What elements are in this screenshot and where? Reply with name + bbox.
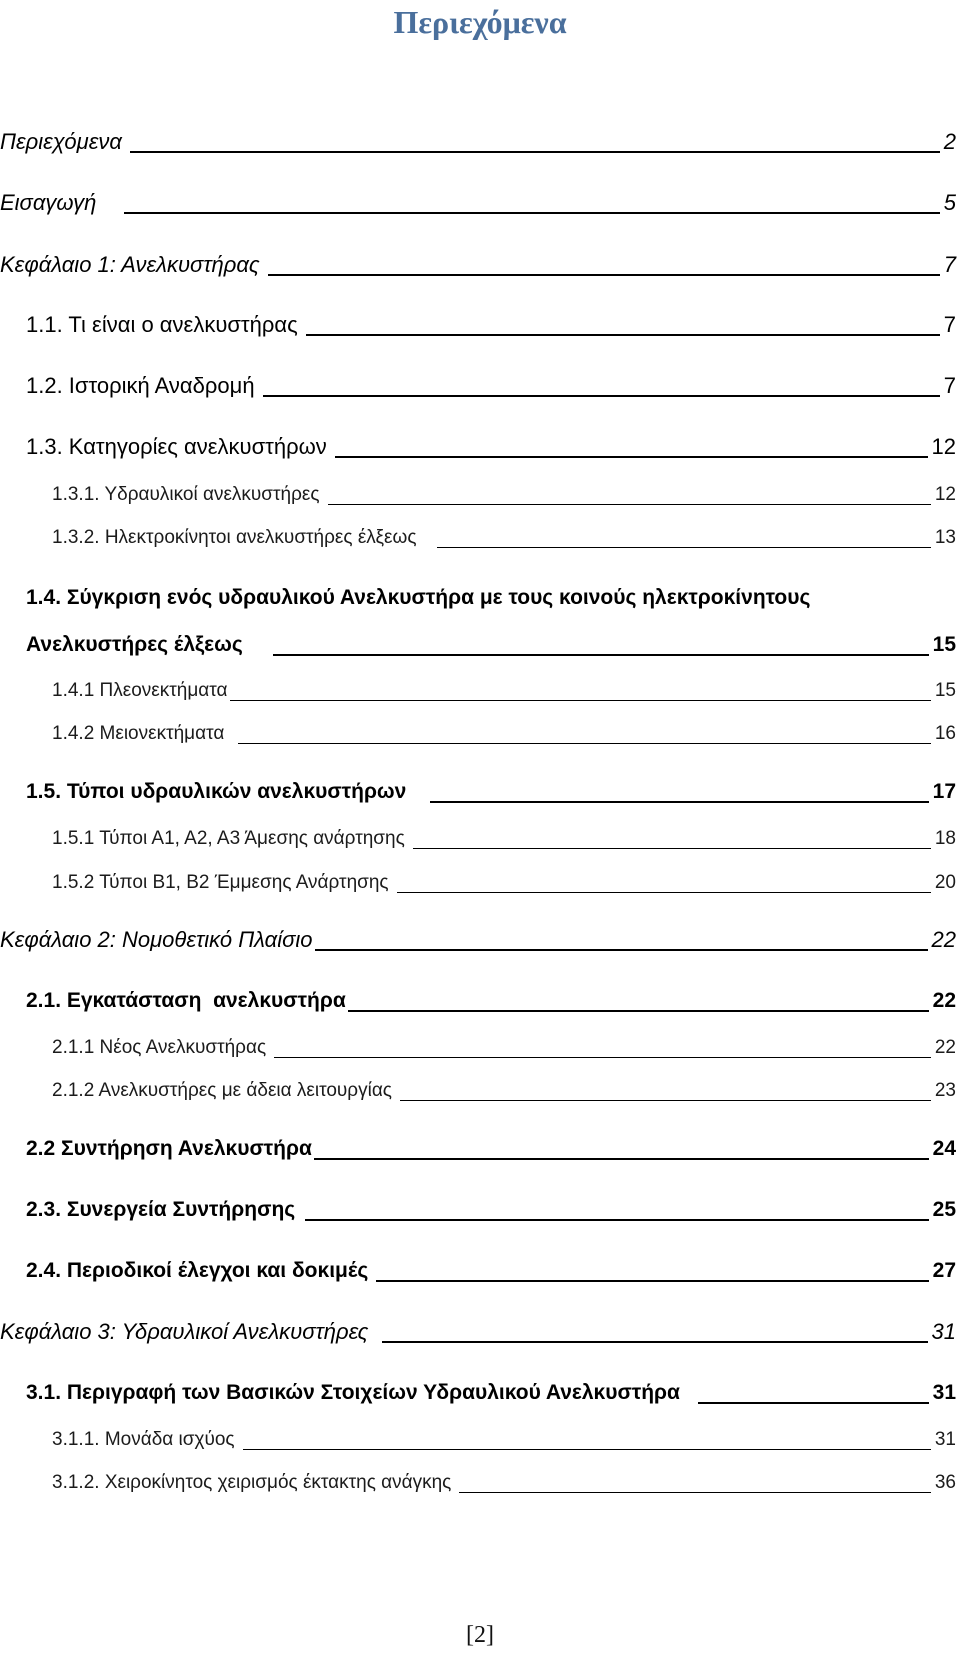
toc-page-number: 5 [943,190,956,215]
toc-entry-contents[interactable] [0,127,956,157]
toc-leader-line [397,892,931,893]
toc-leader-line [348,1010,929,1012]
toc-leader-line [315,949,928,951]
toc-entry-1-5[interactable] [26,777,956,807]
toc-leader-line [328,504,931,505]
toc-leader-line [376,1280,928,1282]
toc-leader-line [335,456,928,458]
toc-page-number: 7 [943,312,956,337]
toc-entry-3-1-2[interactable] [52,1469,956,1497]
toc-page-number: 7 [943,252,956,277]
toc-page-number: 17 [932,780,956,803]
toc-page-number: 31 [934,1429,956,1450]
toc-leader-line [314,1158,929,1160]
page-title: Περιεχόμενα [393,4,567,40]
toc-entry-chapter-1[interactable] [0,250,956,280]
toc-entry-2-3[interactable] [26,1195,956,1225]
toc-entry-label: 1.1. Τι είναι ο ανελκυστήρας [26,312,298,337]
toc-page-number: 12 [934,484,956,505]
toc-page-number: 36 [934,1472,956,1493]
toc-entry-1-4[interactable] [26,630,956,660]
toc-entry-label: 1.3. Κατηγορίες ανελκυστήρων [26,434,327,459]
toc-page-number: 22 [931,927,956,952]
toc-entry-label: 3.1.1. Μονάδα ισχύος [52,1429,235,1450]
toc-entry-introduction[interactable] [0,188,956,218]
toc-page-number: 22 [934,1037,956,1058]
toc-leader-line [306,334,940,336]
toc-leader-line [263,395,940,397]
toc-page-number: 25 [932,1198,956,1221]
toc-entry-label: 1.2. Ιστορική Αναδρομή [26,373,255,398]
toc-entry-3-1-1[interactable] [52,1426,956,1454]
toc-entry-label: Κεφάλαιο 1: Ανελκυστήρας [0,252,260,277]
toc-page-number: 31 [931,1319,956,1344]
toc-entry-label: Ανελκυστήρες έλξεως [26,633,243,656]
toc-entry-label: Εισαγωγή [0,190,97,215]
toc-entry-1-4-2[interactable] [52,720,956,748]
toc-entry-chapter-2[interactable] [0,925,956,955]
toc-page-number: 12 [931,434,956,459]
toc-leader-line [400,1100,931,1101]
toc-entry-1-3[interactable] [26,432,956,462]
toc-leader-line [305,1219,928,1221]
toc-leader-line [698,1402,929,1404]
toc-entry-label: 2.1.1 Νέος Ανελκυστήρας [52,1037,267,1058]
toc-entry-label: Κεφάλαιο 3: Υδραυλικοί Ανελκυστήρες [0,1319,369,1344]
toc-leader-line [437,547,931,548]
toc-page-number: 7 [943,373,956,398]
toc-page-number: 22 [932,989,956,1012]
toc-entry-label: 1.4.1 Πλεονεκτήματα [52,680,228,701]
toc-leader-line [124,212,939,214]
toc-leader-line [243,1449,931,1450]
toc-entry-label: Κεφάλαιο 2: Νομοθετικό Πλαίσιο [0,927,313,952]
toc-entry-label: 1.4.2 Μειονεκτήματα [52,723,225,744]
toc-entry-label: 3.1. Περιγραφή των Βασικών Στοιχείων Υδραυλικού Ανελκυστήρα [26,1381,680,1404]
toc-leader-line [230,700,931,701]
toc-page-number: 23 [934,1080,956,1101]
toc-page-number: 15 [932,633,956,656]
toc-entry-label: 2.4. Περιοδικοί έλεγχοι και δοκιμές [26,1259,369,1282]
toc-page-number: 24 [932,1137,956,1160]
toc-entry-1-2[interactable] [26,371,956,401]
toc-page-number: 13 [934,527,956,548]
toc-entry-1-3-2[interactable] [52,524,956,552]
toc-entry-1-3-1[interactable] [52,481,956,509]
toc-page-number: 27 [932,1259,956,1282]
toc-entry-3-1[interactable] [26,1378,956,1408]
toc-entry-2-1[interactable] [26,986,956,1016]
toc-page-number: 18 [934,828,956,849]
toc-entry-2-4[interactable] [26,1256,956,1286]
toc-entry-label: 2.2 Συντήρηση Ανελκυστήρα [26,1137,312,1160]
toc-entry-chapter-3[interactable] [0,1317,956,1347]
toc-leader-line [273,654,929,656]
toc-entry-label: 3.1.2. Χειροκίνητος χειρισμός έκτακτης ανάγκης [52,1472,452,1493]
toc-entry-label: 1.5.1 Τύποι Α1, Α2, Α3 Άμεσης ανάρτησης [52,828,405,849]
toc-page-number: 16 [934,723,956,744]
toc-entry-label: 1.5.2 Τύποι Β1, Β2 Έμμεσης Ανάρτησης [52,872,389,893]
toc-entry-label: 2.3. Συνεργεία Συντήρησης [26,1198,296,1221]
toc-leader-line [413,848,931,849]
toc-entry-label: 2.1. Εγκατάσταση ανελκυστήρα [26,989,346,1012]
toc-leader-line [268,274,940,276]
toc-entry-1-5-2[interactable] [52,869,956,897]
toc-page-number: 15 [934,680,956,701]
toc-entry-1-1[interactable] [26,310,956,340]
toc-leader-line [459,1492,931,1493]
toc-page-number: 31 [932,1381,956,1404]
toc-entry-label: 2.1.2 Ανελκυστήρες με άδεια λειτουργίας [52,1080,392,1101]
toc-page-number: 2 [943,129,956,154]
toc-entry-1-5-1[interactable] [52,825,956,853]
toc-leader-line [238,743,931,744]
toc-leader-line [430,801,928,803]
toc-leader-line [382,1341,927,1343]
toc-entry-2-2[interactable] [26,1134,956,1164]
toc-entry-label: 1.3.1. Υδραυλικοί ανελκυστήρες [52,484,320,505]
toc-leader-line [274,1057,931,1058]
toc-entry-label: 1.3.2. Ηλεκτροκίνητοι ανελκυστήρες έλξεως [52,527,417,548]
toc-entry-1-4-line1[interactable]: 1.4. Σύγκριση ενός υδραυλικού Ανελκυστήρα με τους κοινούς ηλεκτροκίνητους [26,586,811,609]
page-number-footer: [2] [466,1622,494,1648]
toc-entry-label: 1.5. Τύποι υδραυλικών ανελκυστήρων [26,780,407,803]
toc-entry-2-1-2[interactable] [52,1077,956,1105]
toc-entry-1-4-1[interactable] [52,677,956,705]
toc-entry-label: Περιεχόμενα [0,129,122,154]
toc-page-number: 20 [934,872,956,893]
toc-leader-line [130,151,940,153]
toc-entry-2-1-1[interactable] [52,1034,956,1062]
